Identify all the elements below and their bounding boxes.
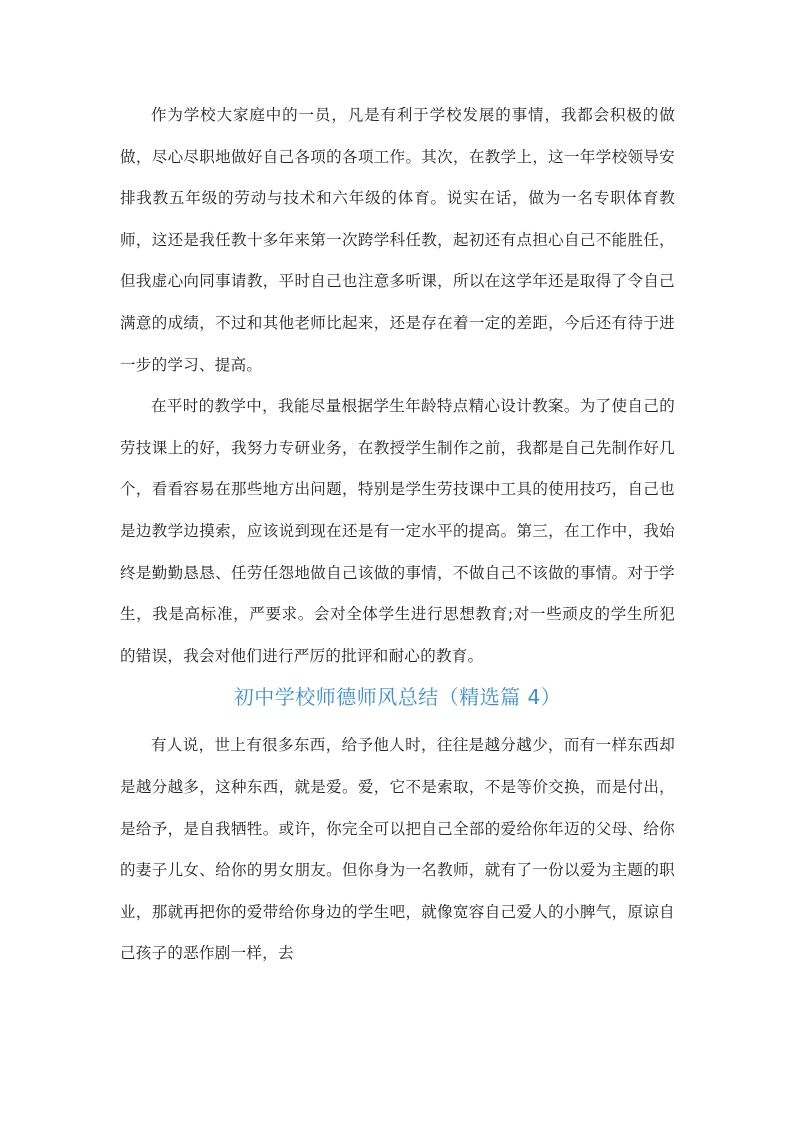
document-body <box>120 95 675 975</box>
section-heading: 初中学校师德师风总结（精选篇 4） <box>233 685 562 710</box>
paragraph-2: 在平时的教学中，我能尽量根据学生年龄特点精心设计教案。为了使自己的劳技课上的好，我努力专研业务，在教授学生制作之前，我都是自己先制作好几个，看看容易在那些地方出问题，特别是学生劳技课中工具的使用技巧，自己也是边教学边摸索，应该说到现在还是有一定水平的提高。第三，在工作中，我始终是勤勤恳恳、任劳任怨地做自己该做的事情，不做自己不该做的事情。对于学生，我是高标准，严要求。会对全体学生进行思想教育;对一些顽皮的学生所犯的错误，我会对他们进行严厉的批评和耐心的教育。 <box>120 397 675 665</box>
paragraph-3: 有人说，世上有很多东西，给予他人时，往往是越分越少，而有一样东西却是越分越多，这种东西，就是爱。爱，它不是索取，不是等价交换，而是付出，是给予，是自我牺牲。或许，你完全可以把自己全部的爱给你年迈的父母、给你的妻子儿女、给你的男女朋友。但你身为一名教师，就有了一份以爱为主题的职业，那就再把你的爱带给你身边的学生吧，就像宽容自己爱人的小脾气，原谅自己孩子的恶作剧一样，去 <box>120 736 675 963</box>
paragraph-1: 作为学校大家庭中的一员，凡是有利于学校发展的事情，我都会积极的做做，尽心尽职地做好自己各项的各项工作。其次，在教学上，这一年学校领导安排我教五年级的劳动与技术和六年级的体育。说实在话，做为一名专职体育教师，这还是我任教十多年来第一次跨学科任教，起初还有点担心自己不能胜任，但我虚心向同事请教，平时自己也注意多听课，所以在这学年还是取得了令自己满意的成绩，不过和其他老师比起来，还是存在着一定的差距，今后还有待于进一步的学习、提高。 <box>120 106 675 374</box>
